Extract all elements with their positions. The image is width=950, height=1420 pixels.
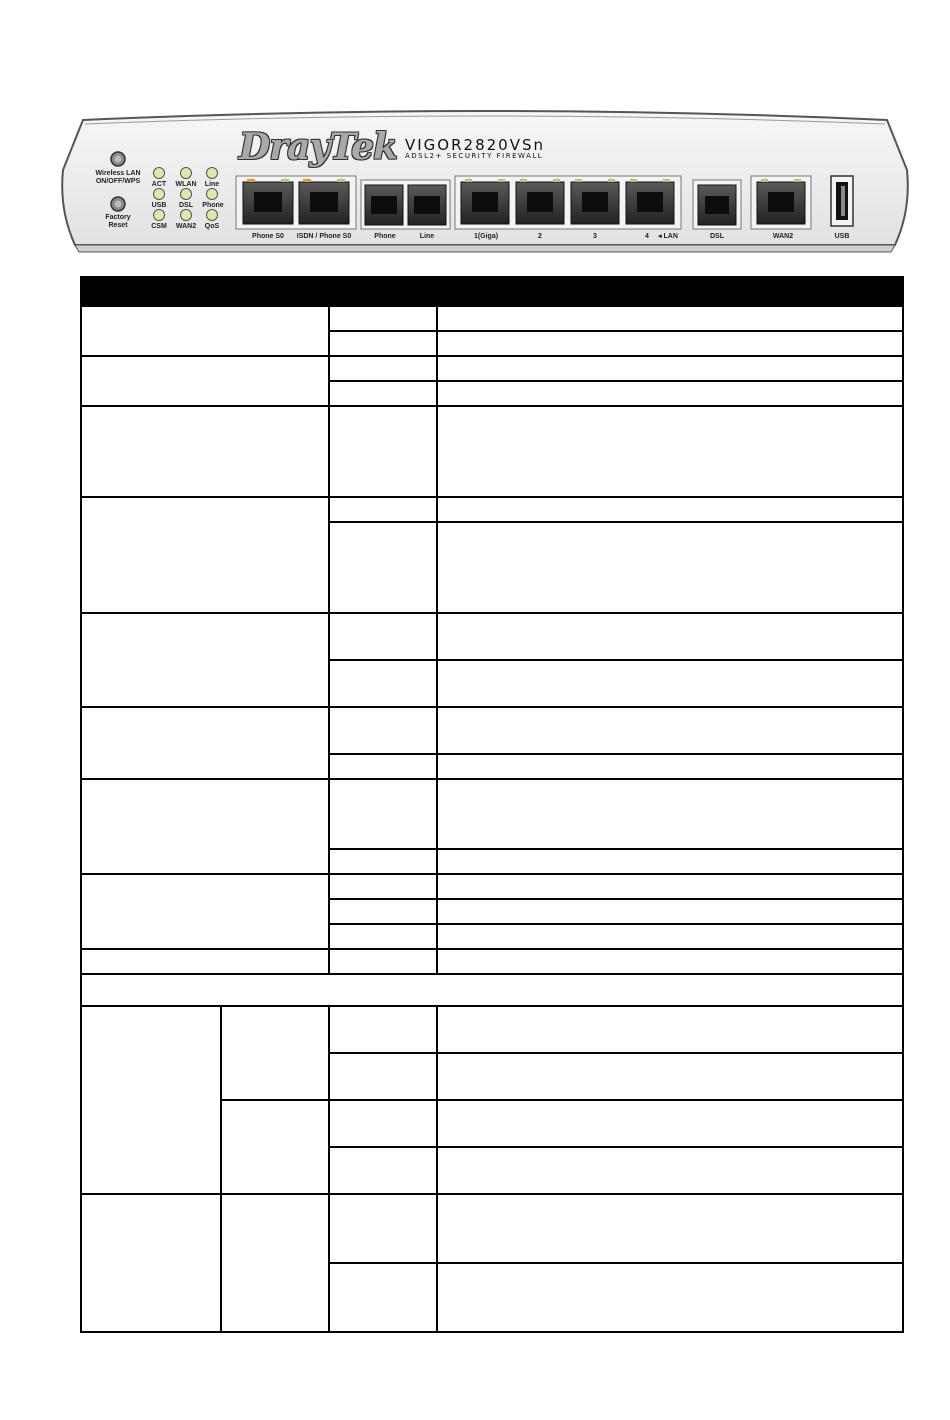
table-row: [81, 707, 903, 754]
port-label-isdn: ISDN / Phone S0: [296, 233, 352, 240]
table-cell: [81, 974, 903, 1006]
port-label-phone-s0: Phone S0: [252, 233, 284, 240]
led-label-usb: USB: [151, 202, 167, 209]
table-cell: [437, 497, 903, 522]
factory-reset-button-label: Factory Reset: [105, 214, 131, 229]
table-cell: [329, 707, 437, 754]
factory-reset-button[interactable]: [111, 197, 125, 211]
table-cell: [437, 613, 903, 660]
lan-ports: [455, 176, 681, 229]
table-cell: [437, 754, 903, 779]
led-label-dsl: DSL: [179, 202, 193, 209]
table-cell: [437, 1053, 903, 1100]
table-header-row: [81, 277, 903, 306]
table-cell: [437, 356, 903, 381]
led-label-phone: Phone: [202, 202, 224, 209]
table-cell: [437, 924, 903, 949]
led-label-wlan: WLAN: [175, 181, 197, 188]
table-cell: [329, 613, 437, 660]
table-cell: [437, 660, 903, 707]
wireless-lan-button-label: Wireless LAN ON/OFF/WPS: [95, 170, 141, 185]
port-wan2: [751, 176, 811, 229]
table-cell: [437, 899, 903, 924]
table-cell: [81, 406, 329, 497]
table-row: [81, 356, 903, 381]
model-subtitle: ADSL2+ SECURITY FIREWALL: [405, 152, 544, 160]
led-label-qos: QoS: [204, 223, 220, 230]
port-label-lan: ◂ LAN: [658, 233, 678, 240]
table-row: [81, 1006, 903, 1053]
table-cell: [437, 949, 903, 974]
port-label-usb: USB: [834, 233, 850, 240]
port-usb: [831, 176, 853, 226]
table-cell: [329, 522, 437, 613]
table-cell: [437, 406, 903, 497]
table-cell: [81, 356, 329, 406]
table-cell: [81, 779, 329, 874]
table-cell: [437, 522, 903, 613]
table-row: [81, 613, 903, 660]
table-cell: [81, 306, 329, 356]
table-cell: [437, 381, 903, 406]
port-dsl: [693, 180, 741, 229]
table-cell: [329, 406, 437, 497]
table-cell: [329, 331, 437, 356]
table-cell: [329, 874, 437, 899]
led-label-csm: CSM: [151, 223, 167, 230]
table-cell: [329, 1006, 437, 1053]
header-cell-explanation: [437, 277, 903, 306]
port-label-lan3: 3: [593, 233, 597, 240]
table-cell: [329, 660, 437, 707]
port-label-lan1: 1(Giga): [473, 233, 499, 240]
port-label-lan4: 4: [645, 233, 649, 240]
table-row: [81, 874, 903, 899]
table-cell: [221, 1006, 329, 1100]
model-name: VIGOR2820VSn: [405, 136, 546, 154]
brand-logo: DrayTek: [239, 126, 397, 168]
table-row: [81, 779, 903, 849]
router-front-panel: [55, 100, 915, 260]
port-label-lan2: 2: [538, 233, 542, 240]
port-isdn-phone-s0: [299, 179, 349, 224]
wireless-lan-button[interactable]: [111, 152, 125, 166]
led-label-line: Line: [204, 181, 220, 188]
table-cell: [437, 1194, 903, 1263]
table-cell: [437, 1100, 903, 1147]
table-row: [81, 949, 903, 974]
table-cell: [81, 707, 329, 779]
table-cell: [221, 1100, 329, 1194]
table-cell: [81, 1194, 221, 1332]
header-cell-led: [81, 277, 329, 306]
status-leds: [154, 168, 218, 221]
port-label-wan2: WAN2: [772, 233, 794, 240]
table-cell: [437, 1147, 903, 1194]
table-row: [81, 497, 903, 522]
table-cell: [437, 306, 903, 331]
port-label-phone: Phone: [374, 233, 396, 240]
table-cell: [329, 1100, 437, 1147]
table-cell: [329, 849, 437, 874]
table-cell: [329, 924, 437, 949]
table-cell: [329, 1147, 437, 1194]
table-cell: [437, 779, 903, 849]
table-cell: [329, 381, 437, 406]
table-cell: [329, 1053, 437, 1100]
table-cell: [437, 1263, 903, 1332]
table-row: [81, 406, 903, 497]
table-cell: [437, 331, 903, 356]
led-label-act: ACT: [151, 181, 167, 188]
port-line: [408, 185, 446, 225]
port-label-dsl: DSL: [710, 233, 724, 240]
table-row: [81, 1194, 903, 1263]
header-cell-status: [329, 277, 437, 306]
table-cell: [437, 849, 903, 874]
table-cell: [329, 1263, 437, 1332]
table-cell: [81, 949, 329, 974]
table-cell: [81, 874, 329, 949]
table-cell: [437, 874, 903, 899]
table-cell: [329, 779, 437, 849]
table-cell: [329, 1194, 437, 1263]
table-cell: [329, 899, 437, 924]
table-cell: [81, 613, 329, 707]
table-section-row: [81, 974, 903, 1006]
table-cell: [221, 1194, 329, 1332]
led-label-wan2: WAN2: [175, 223, 197, 230]
table-cell: [437, 707, 903, 754]
table-cell: [329, 754, 437, 779]
led-description-table: [80, 276, 904, 1333]
table-cell: [329, 497, 437, 522]
table-cell: [329, 356, 437, 381]
table-cell: [437, 1006, 903, 1053]
table-cell: [329, 306, 437, 331]
table-cell: [81, 1006, 221, 1194]
port-label-line: Line: [419, 233, 435, 240]
table-row: [81, 306, 903, 331]
table-cell: [81, 497, 329, 613]
table-cell: [329, 949, 437, 974]
